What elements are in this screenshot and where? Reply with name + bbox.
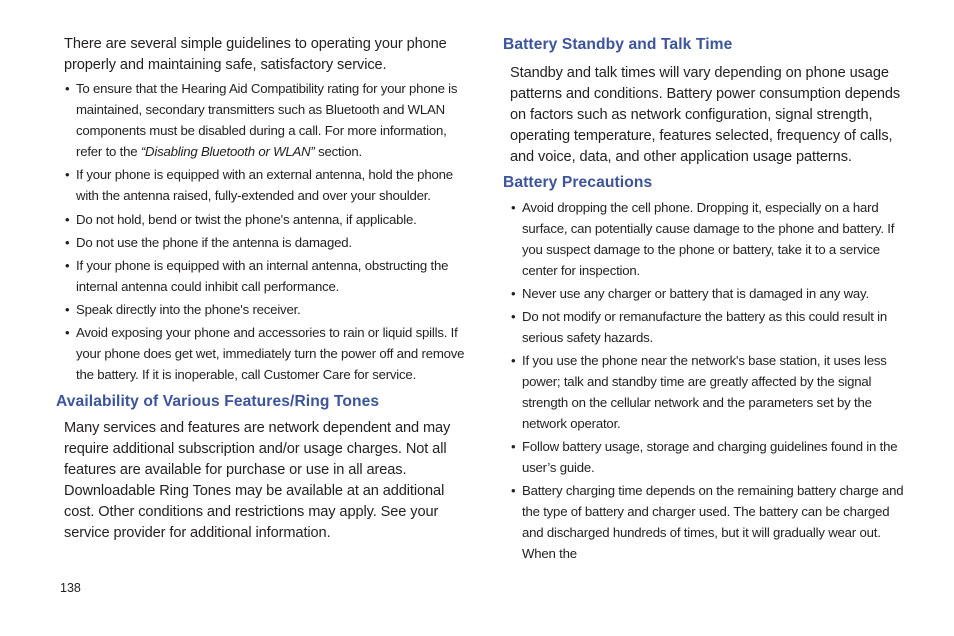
list-item-text: Avoid exposing your phone and accessories to rain or liquid spills. If your phone does get wet, immediately turn the power off and remove the battery. If it is inoperable, call Customer Care for service. [76, 325, 465, 382]
list-item [511, 480, 914, 564]
list-item-text: Avoid dropping the cell phone. Dropping it, especially on a hard surface, can potentially cause damage to the phone and battery. If you suspect damage to the phone or battery, take it to a service center for inspection. [522, 200, 895, 278]
section-heading-features: Availability of Various Features/Ring Tones [56, 393, 380, 410]
section-heading-precautions: Battery Precautions [503, 174, 653, 191]
bullet-marker: • [511, 483, 516, 498]
list-item [65, 209, 466, 230]
bullet-marker: • [511, 286, 516, 301]
list-item [511, 197, 914, 281]
list-item [65, 255, 466, 297]
list-item-text: If you use the phone near the network's base station, it uses less power; talk and standby time are greatly affected by the signal strength on the cellular network and the parameters set by the network operator. [522, 353, 887, 431]
bullet-marker: • [511, 353, 516, 368]
list-item-text: To ensure that the Hearing Aid Compatibility rating for your phone is maintained, secondary transmitters such as Bluetooth and WLAN components must be disabled during a call. For more information, refer to the [76, 81, 458, 159]
list-item-text: If your phone is equipped with an internal antenna, obstructing the internal antenna could inhibit call performance. [76, 258, 449, 294]
bullet-marker: • [511, 439, 516, 454]
list-item [65, 164, 466, 206]
list-item [511, 283, 914, 304]
list-item-text: Battery charging time depends on the remaining battery charge and the type of battery and charger used. The battery can be charged and discharged hundreds of times, but it will gradually wear out. When the [522, 483, 904, 561]
bullet-marker: • [511, 309, 516, 324]
list-item-text: Speak directly into the phone's receiver. [76, 302, 301, 317]
cross-reference-text: “Disabling Bluetooth or WLAN” [140, 144, 315, 159]
features-paragraph: Many services and features are network dependent and may require additional subscription and/or usage charges. Not all features are available for purchase or use in all areas. Downloadable Ring Tones may be available at an additional cost. Other conditions and restrictions may apply. See your service provider for additional information. [64, 420, 451, 541]
list-item [65, 299, 466, 320]
list-item [511, 350, 914, 434]
list-item-text: If your phone is equipped with an external antenna, hold the phone with the antenna raised, fully-extended and over your shoulder. [76, 167, 453, 203]
list-item-text: Follow battery usage, storage and charging guidelines found in the user’s guide. [522, 439, 898, 475]
page-number: 138 [60, 581, 81, 595]
list-item-text: section. [314, 144, 362, 159]
list-item [65, 232, 466, 253]
bullet-marker: • [65, 212, 70, 227]
bullet-marker: • [65, 81, 70, 96]
list-item [511, 306, 914, 348]
section-heading-standby: Battery Standby and Talk Time [503, 36, 733, 53]
list-item-text: Never use any charger or battery that is damaged in any way. [522, 286, 869, 301]
bullet-marker: • [65, 167, 70, 182]
standby-paragraph: Standby and talk times will vary depending on phone usage patterns and conditions. Battery power consumption depends on factors such as network configuration, signal strength, operating temperature, features selected, frequency of calls, and voice, data, and other application usage patterns. [510, 65, 901, 165]
list-item [511, 436, 914, 478]
bullet-marker: • [511, 200, 516, 215]
list-item-text: Do not use the phone if the antenna is damaged. [76, 235, 352, 250]
list-item [65, 322, 466, 385]
bullet-marker: • [65, 325, 70, 340]
bullet-marker: • [65, 258, 70, 273]
intro-paragraph: There are several simple guidelines to operating your phone properly and maintaining safe, satisfactory service. [64, 36, 447, 73]
list-item-text: Do not hold, bend or twist the phone's antenna, if applicable. [76, 212, 417, 227]
bullet-marker: • [65, 235, 70, 250]
list-item-text: Do not modify or remanufacture the battery as this could result in serious safety hazards. [522, 309, 888, 345]
bullet-marker: • [65, 302, 70, 317]
list-item [65, 78, 466, 162]
